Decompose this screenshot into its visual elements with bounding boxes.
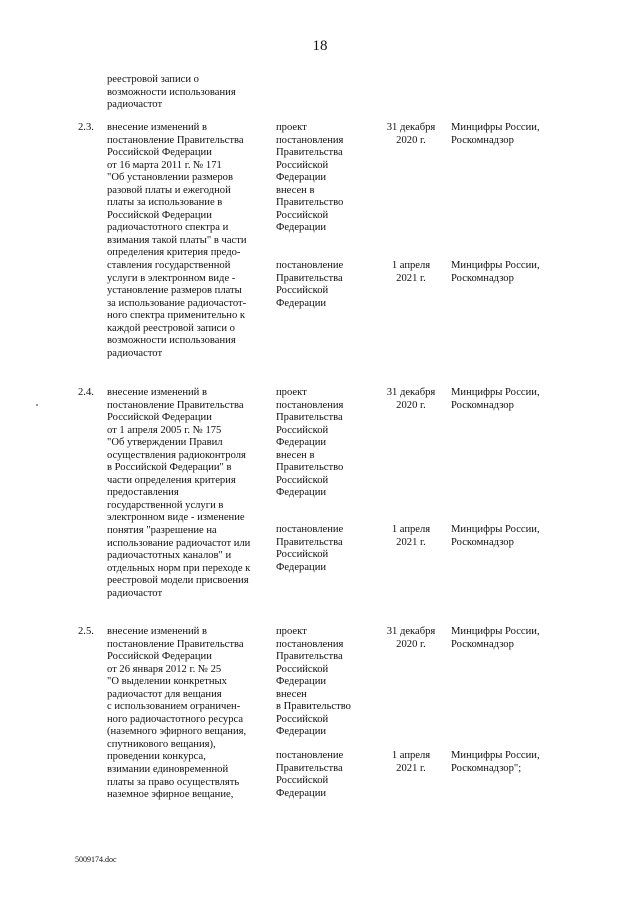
text-line: внесение изменений в: [107, 387, 207, 398]
item-executors: [451, 122, 540, 147]
text-line: "О выделении конкретных: [107, 676, 227, 688]
item-executors: [451, 260, 540, 285]
text-line: "Об установлении размеров: [107, 172, 233, 184]
text-line: Минцифры России,: [451, 122, 540, 133]
text-line: Российской: [276, 159, 329, 171]
text-line: Минцифры России,: [451, 750, 540, 761]
text-line: Правительство: [276, 462, 344, 474]
text-line: Минцифры России,: [451, 524, 540, 535]
text-line: взимании единовременной: [107, 764, 229, 776]
item-deadline: [372, 387, 450, 412]
text-line: наземное эфирное вещание,: [107, 789, 234, 801]
text-line: 31 декабря: [386, 122, 436, 133]
text-line: Правительство: [276, 197, 344, 209]
item-executors: [451, 626, 540, 651]
text-line: возможности использования: [107, 335, 236, 347]
text-line: государственной услуги в: [107, 499, 224, 511]
text-line: Российской Федерации: [107, 209, 212, 221]
text-line: 2020 г.: [396, 399, 426, 411]
item-description: [107, 387, 250, 600]
text-line: радиочастотного спектра и: [107, 222, 229, 234]
text-line: в Правительство: [276, 701, 351, 713]
text-line: Федерации: [276, 561, 327, 573]
text-line: ного радиочастотного ресурса: [107, 713, 244, 725]
text-line: Российской: [276, 209, 329, 221]
text-line: Правительства: [276, 272, 343, 284]
text-line: постановления: [276, 399, 344, 411]
text-line: Правительства: [276, 147, 343, 159]
item-number: 2.4.: [78, 387, 94, 398]
text-line: Минцифры России,: [451, 260, 540, 271]
text-line: постановление: [276, 750, 344, 761]
carryover-text: [107, 74, 236, 112]
text-line: определения критерия предо-: [107, 247, 241, 259]
text-line: электронном виде - изменение: [107, 512, 245, 524]
text-line: Роскомнадзор: [451, 134, 514, 146]
text-line: Российской: [276, 285, 329, 297]
text-line: внесен в: [276, 449, 315, 461]
text-line: Минцифры России,: [451, 626, 540, 637]
text-line: понятия "разрешение на: [107, 525, 217, 537]
text-line: (наземного эфирного вещания,: [107, 726, 247, 738]
text-line: Правительства: [276, 412, 343, 424]
text-line: платы за право осуществлять: [107, 776, 240, 788]
text-line: Российской Федерации: [107, 147, 212, 159]
text-line: Роскомнадзор: [451, 272, 514, 284]
text-line: спутникового вещания),: [107, 738, 216, 750]
item-document-type: [276, 122, 343, 235]
item-document-type: [276, 260, 343, 310]
text-line: радиочастот: [107, 99, 163, 111]
text-line: 2020 г.: [396, 638, 426, 650]
text-line: Российской Федерации: [107, 651, 212, 663]
text-line: Федерации: [276, 726, 327, 738]
text-line: от 1 апреля 2005 г. № 175: [107, 424, 222, 436]
text-line: радиочастот для вещания: [107, 688, 222, 700]
item-deadline: [372, 260, 450, 285]
text-line: внесение изменений в: [107, 626, 207, 637]
item-document-type: [276, 626, 351, 739]
text-line: Российской: [276, 663, 329, 675]
item-executors: [451, 387, 540, 412]
text-line: части определения критерия: [107, 474, 236, 486]
item-deadline: [372, 626, 450, 651]
text-line: внесен: [276, 688, 307, 700]
text-line: реестровой записи о: [107, 74, 199, 85]
text-line: постановления: [276, 638, 344, 650]
text-line: радиочастот: [107, 587, 163, 599]
text-line: постановление: [276, 260, 344, 271]
text-line: за использование радиочастот-: [107, 297, 247, 309]
item-description: [107, 626, 246, 802]
text-line: Федерации: [276, 172, 327, 184]
text-line: 2020 г.: [396, 134, 426, 146]
text-line: Правительства: [276, 536, 343, 548]
text-line: "Об утверждении Правил: [107, 437, 223, 449]
footer-file-code: 5009174.doc: [75, 855, 117, 864]
text-line: 2021 г.: [396, 536, 426, 548]
text-line: с использованием ограничен-: [107, 701, 241, 713]
item-document-type: [276, 524, 343, 574]
text-line: постановление: [276, 524, 344, 535]
text-line: проект: [276, 626, 307, 637]
text-line: 2021 г.: [396, 762, 426, 774]
text-line: в Российской Федерации" в: [107, 462, 232, 474]
text-line: Российской: [276, 424, 329, 436]
text-line: Роскомнадзор: [451, 536, 514, 548]
text-line: Роскомнадзор";: [451, 762, 522, 774]
text-line: 2021 г.: [396, 272, 426, 284]
item-deadline: [372, 750, 450, 775]
text-line: Правительства: [276, 762, 343, 774]
text-line: 31 декабря: [386, 387, 436, 398]
text-line: радиочастот: [107, 347, 163, 359]
text-line: проведении конкурса,: [107, 751, 206, 763]
text-line: Российской: [276, 474, 329, 486]
text-line: Федерации: [276, 487, 327, 499]
item-deadline: [372, 524, 450, 549]
text-line: каждой реестровой записи о: [107, 322, 235, 334]
text-line: Российской Федерации: [107, 412, 212, 424]
text-line: Федерации: [276, 297, 327, 309]
text-line: внесение изменений в: [107, 122, 207, 133]
text-line: проект: [276, 122, 307, 133]
text-line: предоставления: [107, 487, 179, 499]
text-line: 1 апреля: [391, 260, 431, 271]
text-line: взимания такой платы" в части: [107, 234, 247, 246]
text-line: возможности использования: [107, 86, 236, 98]
text-line: постановление Правительства: [107, 134, 244, 146]
scan-speck: [36, 404, 38, 406]
text-line: установление размеров платы: [107, 285, 242, 297]
text-line: Федерации: [276, 787, 327, 799]
text-line: ного спектра применительно к: [107, 310, 246, 322]
text-line: осуществления радиоконтроля: [107, 449, 246, 461]
text-line: 1 апреля: [391, 524, 431, 535]
text-line: Федерации: [276, 222, 327, 234]
text-line: Российской: [276, 549, 329, 561]
text-line: использование радиочастот или: [107, 537, 251, 549]
text-line: от 26 января 2012 г. № 25: [107, 663, 222, 675]
item-executors: [451, 524, 540, 549]
text-line: 31 декабря: [386, 626, 436, 637]
item-number: 2.3.: [78, 122, 94, 133]
text-line: 1 апреля: [391, 750, 431, 761]
item-description: [107, 122, 247, 360]
text-line: услуги в электронном виде -: [107, 272, 236, 284]
text-line: Правительства: [276, 651, 343, 663]
item-number: 2.5.: [78, 626, 94, 637]
text-line: Роскомнадзор: [451, 399, 514, 411]
text-line: Федерации: [276, 676, 327, 688]
text-line: внесен в: [276, 184, 315, 196]
text-line: Российской: [276, 713, 329, 725]
text-line: отдельных норм при переходе к: [107, 562, 251, 574]
text-line: от 16 марта 2011 г. № 171: [107, 159, 222, 171]
item-executors: [451, 750, 540, 775]
text-line: постановление Правительства: [107, 399, 244, 411]
text-line: проект: [276, 387, 307, 398]
text-line: радиочастотных каналов" и: [107, 550, 232, 562]
text-line: реестровой модели присвоения: [107, 575, 249, 587]
text-line: Роскомнадзор: [451, 638, 514, 650]
item-deadline: [372, 122, 450, 147]
text-line: ставления государственной: [107, 260, 231, 272]
text-line: Российской: [276, 775, 329, 787]
item-document-type: [276, 750, 343, 800]
page-number: 18: [312, 38, 328, 54]
text-line: Минцифры России,: [451, 387, 540, 398]
text-line: платы за использование в: [107, 197, 223, 209]
text-line: Федерации: [276, 437, 327, 449]
text-line: постановление Правительства: [107, 638, 244, 650]
text-line: постановления: [276, 134, 344, 146]
text-line: разовой платы и ежегодной: [107, 184, 231, 196]
item-document-type: [276, 387, 343, 500]
